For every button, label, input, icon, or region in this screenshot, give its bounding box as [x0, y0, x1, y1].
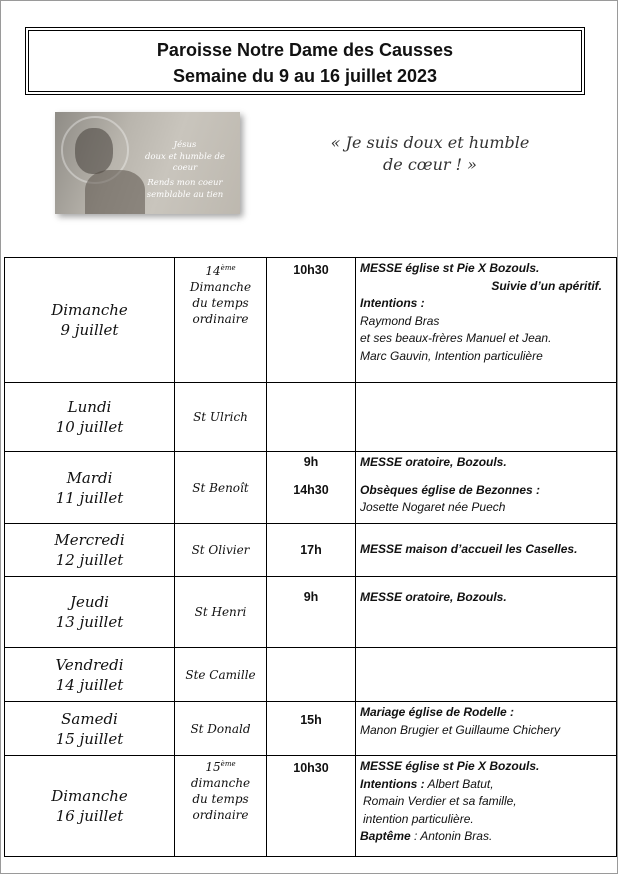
- sunday-label-1: dimanche: [190, 776, 251, 790]
- day-date: 14 juillet: [55, 675, 124, 694]
- banner-text-4: semblable au tien: [146, 190, 224, 200]
- day-cell: [5, 577, 175, 648]
- quote-line-1: « Je suis doux et humble: [330, 133, 530, 152]
- schedule-table: [4, 257, 617, 857]
- day-cell: [5, 524, 175, 577]
- title-box: [28, 30, 582, 92]
- day-cell: [5, 648, 175, 702]
- time-cell: [267, 452, 356, 524]
- event-title: MESSE oratoire, Bozouls.: [360, 455, 507, 469]
- day-cell: [5, 452, 175, 524]
- intention-line: Albert Batut,: [424, 776, 494, 791]
- jesus-icon-image: [55, 112, 240, 214]
- intention-line: Raymond Bras: [360, 313, 440, 328]
- description-cell: [356, 756, 617, 857]
- table-row: [5, 258, 617, 383]
- saint-cell: St Olivier: [175, 524, 267, 577]
- description-cell: [356, 702, 617, 756]
- sunday-suffix: ème: [220, 760, 236, 768]
- intention-line: et ses beaux-frères Manuel et Jean.: [360, 331, 552, 345]
- sunday-number: 15: [205, 760, 221, 774]
- gospel-quote: [300, 132, 560, 176]
- christ-figure: [75, 128, 113, 174]
- day-name: Jeudi: [70, 593, 109, 611]
- saint-cell: St Henri: [175, 577, 267, 648]
- day-cell: [5, 258, 175, 383]
- saint-cell: Ste Camille: [175, 648, 267, 702]
- event-detail: Josette Nogaret née Puech: [360, 500, 506, 514]
- description-cell: [356, 648, 617, 702]
- day-cell: [5, 756, 175, 857]
- event-title: MESSE oratoire, Bozouls.: [360, 590, 507, 604]
- quote-line-2: de cœur ! »: [383, 155, 477, 174]
- time-cell: [267, 383, 356, 452]
- sunday-label-2: du temps: [192, 296, 249, 310]
- event-title: MESSE église st Pie X Bozouls.: [360, 759, 540, 773]
- banner-text-3: Rends mon coeur: [147, 178, 223, 188]
- sunday-label-3: ordinaire: [192, 312, 249, 326]
- table-row: [5, 756, 617, 857]
- sunday-suffix: ème: [220, 264, 236, 272]
- table-row: [5, 648, 617, 702]
- table-row: [5, 524, 617, 577]
- sunday-label-3: ordinaire: [192, 808, 249, 822]
- baptism-label: Baptême: [360, 829, 411, 843]
- intention-line: intention particulière.: [363, 811, 474, 826]
- table-row: [5, 702, 617, 756]
- saint-cell: [175, 756, 267, 857]
- day-cell: [5, 702, 175, 756]
- description-cell: [356, 452, 617, 524]
- table-row: [5, 452, 617, 524]
- time-value: 15h: [300, 713, 322, 727]
- description-cell: [356, 258, 617, 383]
- day-date: 10 juillet: [55, 418, 124, 436]
- time-cell: [267, 577, 356, 648]
- parish-title: Paroisse Notre Dame des Causses: [156, 40, 454, 60]
- day-date: 9 juillet: [60, 321, 119, 339]
- table-row: [5, 577, 617, 648]
- sunday-label-1: Dimanche: [189, 280, 252, 294]
- time-cell: [267, 524, 356, 577]
- week-title: Semaine du 9 au 16 juillet 2023: [172, 66, 438, 86]
- day-date: 16 juillet: [55, 807, 124, 825]
- saint-cell: St Donald: [175, 702, 267, 756]
- time-cell: [267, 702, 356, 756]
- day-date: 15 juillet: [55, 729, 124, 748]
- description-cell: [356, 577, 617, 648]
- event-title: MESSE maison d’accueil les Caselles.: [360, 542, 578, 557]
- time-value: 10h30: [293, 263, 329, 277]
- event-note: Suivie d’un apéritif.: [491, 278, 602, 293]
- time-value: 17h: [300, 543, 322, 557]
- time-value: 9h: [303, 590, 319, 604]
- banner-text-2: doux et humble de coeur: [144, 152, 226, 173]
- event-detail: Manon Brugier et Guillaume Chichery: [360, 722, 561, 737]
- day-name: Lundi: [67, 398, 112, 416]
- table-row: [5, 383, 617, 452]
- saint-cell: St Ulrich: [175, 383, 267, 452]
- day-name: Dimanche: [51, 301, 128, 319]
- day-date: 11 juillet: [55, 488, 124, 507]
- intentions-label: Intentions :: [360, 776, 425, 791]
- time-value: 14h30: [293, 483, 329, 497]
- day-name: Mercredi: [54, 531, 125, 549]
- description-cell: [356, 383, 617, 452]
- day-name: Vendredi: [55, 655, 124, 674]
- time-cell: [267, 756, 356, 857]
- day-date: 13 juillet: [55, 613, 124, 631]
- time-cell: [267, 258, 356, 383]
- day-name: Samedi: [61, 709, 118, 728]
- day-name: Mardi: [66, 468, 113, 487]
- time-cell: [267, 648, 356, 702]
- day-name: Dimanche: [51, 787, 128, 805]
- event-title: MESSE église st Pie X Bozouls.: [360, 261, 540, 275]
- saint-cell: [175, 258, 267, 383]
- time-value: 10h30: [293, 761, 329, 775]
- intention-line: Marc Gauvin, Intention particulière: [360, 348, 543, 363]
- banner-text-1: Jésus: [173, 140, 197, 150]
- intentions-label: Intentions :: [360, 296, 425, 310]
- event-title: Mariage église de Rodelle :: [360, 705, 515, 719]
- day-date: 12 juillet: [55, 551, 124, 569]
- time-value: 9h: [303, 455, 319, 469]
- event-title: Obsèques église de Bezonnes :: [360, 482, 541, 497]
- sunday-label-2: du temps: [192, 792, 249, 806]
- day-cell: [5, 383, 175, 452]
- sunday-number: 14: [205, 264, 221, 278]
- intention-line: Romain Verdier et sa famille,: [363, 794, 517, 808]
- saint-cell: St Benoît: [175, 452, 267, 524]
- baptism-detail: : Antonin Bras.: [410, 829, 493, 843]
- description-cell: [356, 524, 617, 577]
